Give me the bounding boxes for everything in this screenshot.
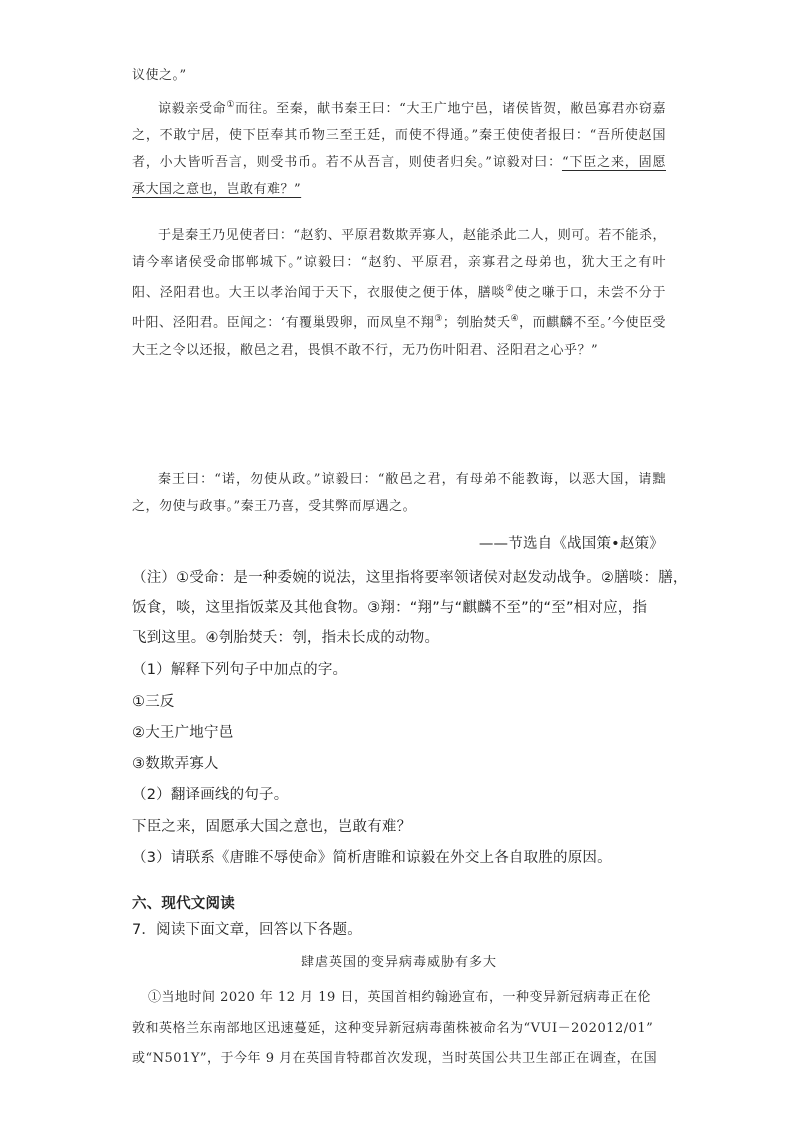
notes-line-1: （注）①受命：是一种委婉的说法，这里指将要率领诸侯对赵发动战争。②膳啖：膳， xyxy=(132,570,688,586)
footnote-marker-4: ④ xyxy=(510,314,520,325)
p2-text-d: ，而麒麟不至。’今使臣受大王之令以还报，敝邑之君，畏惧不敢不行，无乃伤叶阳君、泾阳君之心乎？” xyxy=(132,315,667,358)
notes-line-3: 飞到这里。④刳胎焚夭：刳，指未长成的动物。 xyxy=(132,630,440,646)
footnote-marker-3: ③ xyxy=(434,314,443,325)
classical-paragraph-2 xyxy=(132,222,666,364)
source-citation: ——节选自《战国策•赵策》 xyxy=(478,536,664,552)
question-1-item-b: ②大王广地宁邑 xyxy=(132,725,234,741)
question-1-item-c: ③数欺弄寡人 xyxy=(132,756,219,772)
article-line-1: ①当地时间 2020 年 12 月 19 日，英国首相约翰逊宣布，一种变异新冠病毒正在伦 xyxy=(148,990,651,1005)
article-title: 肆虐英国的变异病毒威胁有多大 xyxy=(300,955,497,970)
classical-paragraph-0: 议使之。” xyxy=(132,68,187,83)
underlined-sentence: “下臣之来，固愿承大国之意也，岂敢有难？” xyxy=(132,155,666,198)
article-line-3: 或“N501Y”，于今年 9 月在英国肯特郡首次发现，当时英国公共卫生部正在调查，在国 xyxy=(132,1051,658,1066)
section-heading: 六、现代文阅读 xyxy=(132,896,235,912)
classical-paragraph-3: 秦王曰：“诺，勿使从政。”谅毅曰：“敝邑之君，有母弟不能教诲，以恶大国，请黜之，勿使与政事。”秦王乃喜，受其弊而厚遇之。 xyxy=(132,472,666,514)
question-7: 7．阅读下面文章，回答以下各题。 xyxy=(132,922,362,938)
question-1-item-a: ①三反 xyxy=(132,694,175,710)
p2-text-c: ；刳胎焚夭 xyxy=(442,315,511,331)
notes-line-2: 饭食，啖，这里指饭菜及其他食物。③翔：“翔”与“麒麟不至”的“至”相对应，指 xyxy=(132,600,648,616)
article-line-2: 敦和英格兰东南部地区迅速蔓延，这种变异新冠病毒菌株被命名为“VUI－202012/01” xyxy=(132,1021,654,1036)
footnote-marker-1: ① xyxy=(226,100,236,110)
p2-text-b: 使之嗛于口，未尝不分于叶阳、泾阳君。臣闻之：‘有覆巢毁卵，而凤皇不翔 xyxy=(132,285,666,331)
question-3: （3）请联系《唐睢不辱使命》简析唐睢和谅毅在外交上各自取胜的原因。 xyxy=(132,850,612,866)
question-1: （1）解释下列句子中加点的字。 xyxy=(132,662,348,678)
p1-text-a: 谅毅亲受命 xyxy=(158,101,227,117)
question-2-text: 下臣之来，固愿承大国之意也，岂敢有难？ xyxy=(132,819,412,835)
question-2: （2）翻译画线的句子。 xyxy=(132,787,289,803)
p2-text-a: 于是秦王乃见使者曰：“赵豹、平原君数欺弄寡人，赵能杀此二人，则可。若不能杀，请今率诸侯受命邯郸城下。”谅毅曰：“赵豹、平原君，亲寡君之母弟也，犹大王之有叶阳、泾阳君也。大王以孝治闻于天下，衣服使之便于体，膳啖 xyxy=(132,228,666,301)
classical-paragraph-1 xyxy=(132,92,666,203)
p1-text-b: 而往。至秦，献书秦王曰：“大王广地宁邑，诸侯皆贺，敝邑寡君亦窃嘉之，不敢宁居，使下臣奉其币物三至王廷，而使不得通。”秦王使使者报曰：“吾所使赵国者，小大皆听吾言，则受书币。若不从吾言，则使者归矣。”谅毅对曰： xyxy=(132,101,666,171)
footnote-marker-2: ② xyxy=(505,284,515,294)
